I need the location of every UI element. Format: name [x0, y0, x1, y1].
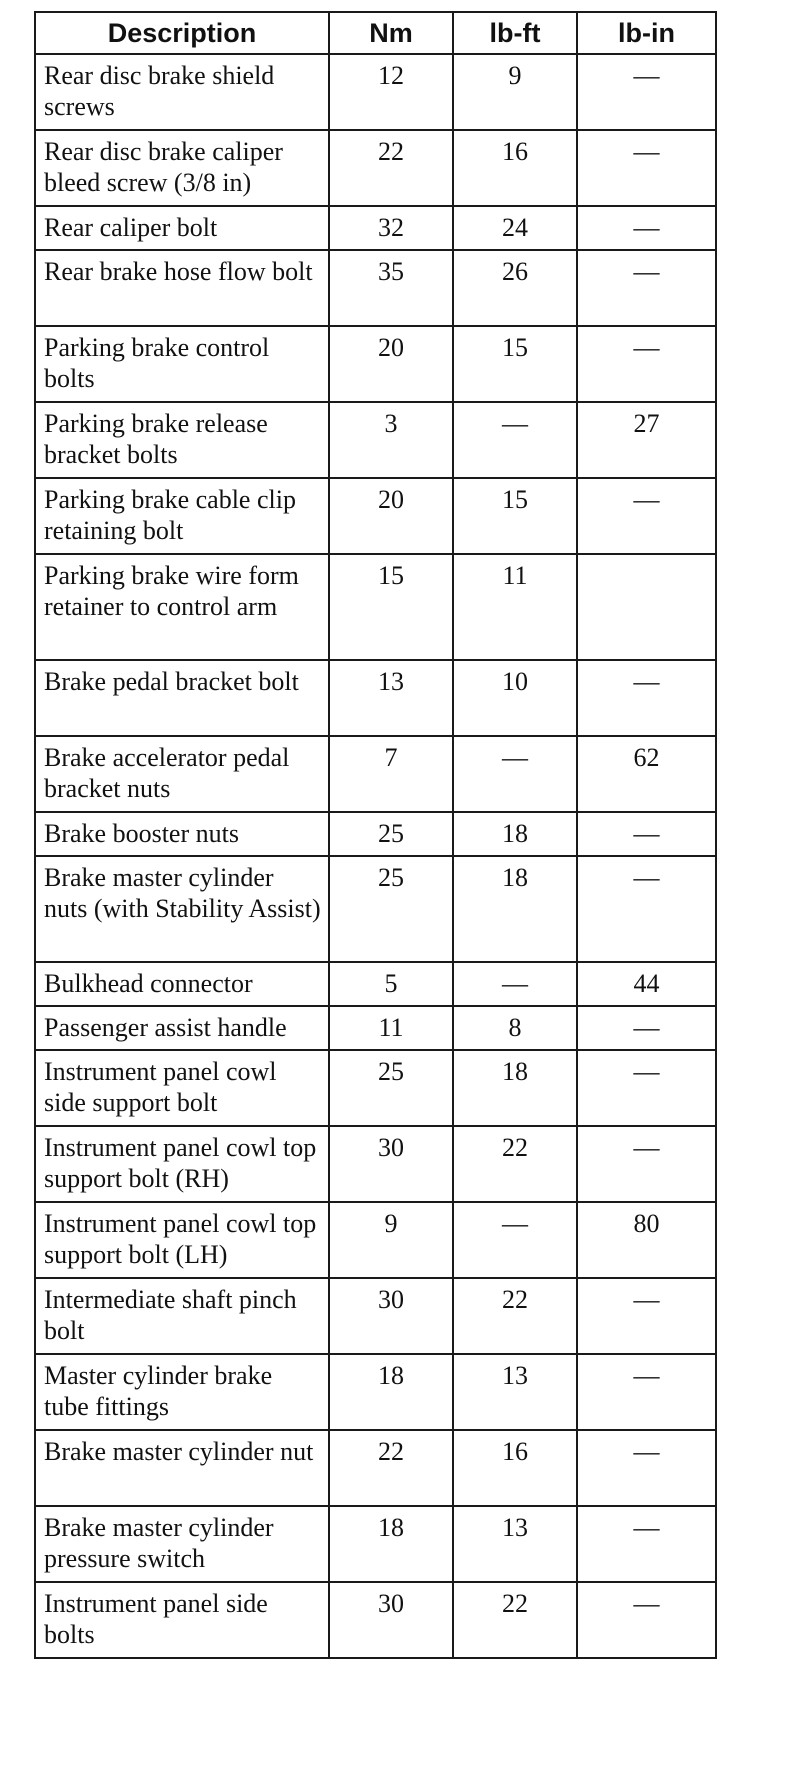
header-row: [35, 12, 716, 54]
cell-lb-in: —: [577, 1006, 716, 1050]
cell-description: Rear disc brake shield screws: [35, 54, 329, 130]
cell-nm: 13: [329, 660, 453, 736]
cell-lb-in: —: [577, 206, 716, 250]
table-row: [35, 1126, 716, 1202]
table-body: [35, 54, 716, 1658]
cell-lb-in: 62: [577, 736, 716, 812]
table-row: [35, 1582, 716, 1658]
cell-description: Bulkhead connector: [35, 962, 329, 1006]
table-row: [35, 478, 716, 554]
cell-lb-in: —: [577, 478, 716, 554]
table-row: [35, 130, 716, 206]
cell-nm: 30: [329, 1278, 453, 1354]
table-row: [35, 250, 716, 326]
cell-lb-ft: 16: [453, 1430, 577, 1506]
cell-nm: 35: [329, 250, 453, 326]
cell-description: Brake accelerator pedal bracket nuts: [35, 736, 329, 812]
cell-description: Rear disc brake caliper bleed screw (3/8 in): [35, 130, 329, 206]
cell-nm: 25: [329, 856, 453, 962]
cell-description: Instrument panel cowl top support bolt (LH): [35, 1202, 329, 1278]
cell-lb-in: 27: [577, 402, 716, 478]
cell-lb-ft: —: [453, 962, 577, 1006]
cell-lb-in: —: [577, 54, 716, 130]
cell-lb-ft: —: [453, 736, 577, 812]
header-lb-ft: lb-ft: [453, 12, 577, 54]
cell-nm: 32: [329, 206, 453, 250]
cell-description: Instrument panel side bolts: [35, 1582, 329, 1658]
table-row: [35, 812, 716, 856]
cell-nm: 11: [329, 1006, 453, 1050]
cell-nm: 15: [329, 554, 453, 660]
cell-description: Rear brake hose flow bolt: [35, 250, 329, 326]
cell-nm: 7: [329, 736, 453, 812]
cell-description: Parking brake control bolts: [35, 326, 329, 402]
cell-lb-in: —: [577, 660, 716, 736]
table-row: [35, 206, 716, 250]
cell-lb-in: 44: [577, 962, 716, 1006]
torque-spec-table: [34, 11, 717, 1659]
cell-lb-in: —: [577, 1430, 716, 1506]
cell-description: Intermediate shaft pinch bolt: [35, 1278, 329, 1354]
cell-description: Instrument panel cowl top support bolt (RH): [35, 1126, 329, 1202]
cell-lb-ft: —: [453, 1202, 577, 1278]
table-row: [35, 402, 716, 478]
cell-lb-in: —: [577, 1050, 716, 1126]
cell-nm: 5: [329, 962, 453, 1006]
cell-lb-ft: 18: [453, 1050, 577, 1126]
cell-lb-ft: 13: [453, 1506, 577, 1582]
cell-description: Brake booster nuts: [35, 812, 329, 856]
cell-lb-in: —: [577, 250, 716, 326]
table-row: [35, 54, 716, 130]
cell-lb-in: —: [577, 130, 716, 206]
cell-lb-ft: 15: [453, 326, 577, 402]
cell-lb-in: —: [577, 1354, 716, 1430]
cell-lb-ft: 11: [453, 554, 577, 660]
header-description: Description: [35, 12, 329, 54]
cell-lb-ft: 22: [453, 1278, 577, 1354]
table-row: [35, 1506, 716, 1582]
cell-lb-ft: 16: [453, 130, 577, 206]
cell-description: Parking brake cable clip retaining bolt: [35, 478, 329, 554]
cell-lb-in: [577, 554, 716, 660]
table-row: [35, 1006, 716, 1050]
cell-nm: 18: [329, 1506, 453, 1582]
cell-nm: 22: [329, 1430, 453, 1506]
cell-description: Brake master cylinder nut: [35, 1430, 329, 1506]
cell-nm: 30: [329, 1582, 453, 1658]
cell-lb-ft: 22: [453, 1126, 577, 1202]
cell-nm: 9: [329, 1202, 453, 1278]
table-row: [35, 326, 716, 402]
cell-lb-ft: 22: [453, 1582, 577, 1658]
table-row: [35, 1278, 716, 1354]
cell-description: Instrument panel cowl side support bolt: [35, 1050, 329, 1126]
table-row: [35, 736, 716, 812]
cell-lb-in: —: [577, 1506, 716, 1582]
table-row: [35, 1050, 716, 1126]
cell-description: Passenger assist handle: [35, 1006, 329, 1050]
cell-lb-ft: —: [453, 402, 577, 478]
cell-nm: 12: [329, 54, 453, 130]
cell-lb-ft: 15: [453, 478, 577, 554]
table-row: [35, 962, 716, 1006]
cell-lb-ft: 24: [453, 206, 577, 250]
cell-lb-ft: 10: [453, 660, 577, 736]
cell-description: Master cylinder brake tube fittings: [35, 1354, 329, 1430]
cell-lb-in: 80: [577, 1202, 716, 1278]
cell-description: Parking brake wire form retainer to control arm: [35, 554, 329, 660]
table-row: [35, 856, 716, 962]
cell-lb-in: —: [577, 1278, 716, 1354]
table-row: [35, 1430, 716, 1506]
cell-lb-ft: 18: [453, 856, 577, 962]
table-row: [35, 1202, 716, 1278]
cell-nm: 20: [329, 478, 453, 554]
table-row: [35, 1354, 716, 1430]
cell-nm: 25: [329, 1050, 453, 1126]
cell-nm: 30: [329, 1126, 453, 1202]
cell-description: Parking brake release bracket bolts: [35, 402, 329, 478]
cell-lb-in: —: [577, 1582, 716, 1658]
cell-lb-ft: 9: [453, 54, 577, 130]
cell-lb-ft: 18: [453, 812, 577, 856]
cell-lb-ft: 26: [453, 250, 577, 326]
cell-description: Brake pedal bracket bolt: [35, 660, 329, 736]
cell-description: Rear caliper bolt: [35, 206, 329, 250]
cell-lb-in: —: [577, 856, 716, 962]
table-row: [35, 554, 716, 660]
cell-lb-in: —: [577, 1126, 716, 1202]
header-nm: Nm: [329, 12, 453, 54]
cell-nm: 18: [329, 1354, 453, 1430]
cell-description: Brake master cylinder nuts (with Stability Assist): [35, 856, 329, 962]
header-lb-in: lb-in: [577, 12, 716, 54]
cell-nm: 25: [329, 812, 453, 856]
cell-lb-ft: 8: [453, 1006, 577, 1050]
cell-lb-ft: 13: [453, 1354, 577, 1430]
cell-nm: 22: [329, 130, 453, 206]
table-header: [35, 12, 716, 54]
cell-lb-in: —: [577, 812, 716, 856]
cell-nm: 3: [329, 402, 453, 478]
cell-description: Brake master cylinder pressure switch: [35, 1506, 329, 1582]
cell-nm: 20: [329, 326, 453, 402]
table-row: [35, 660, 716, 736]
cell-lb-in: —: [577, 326, 716, 402]
